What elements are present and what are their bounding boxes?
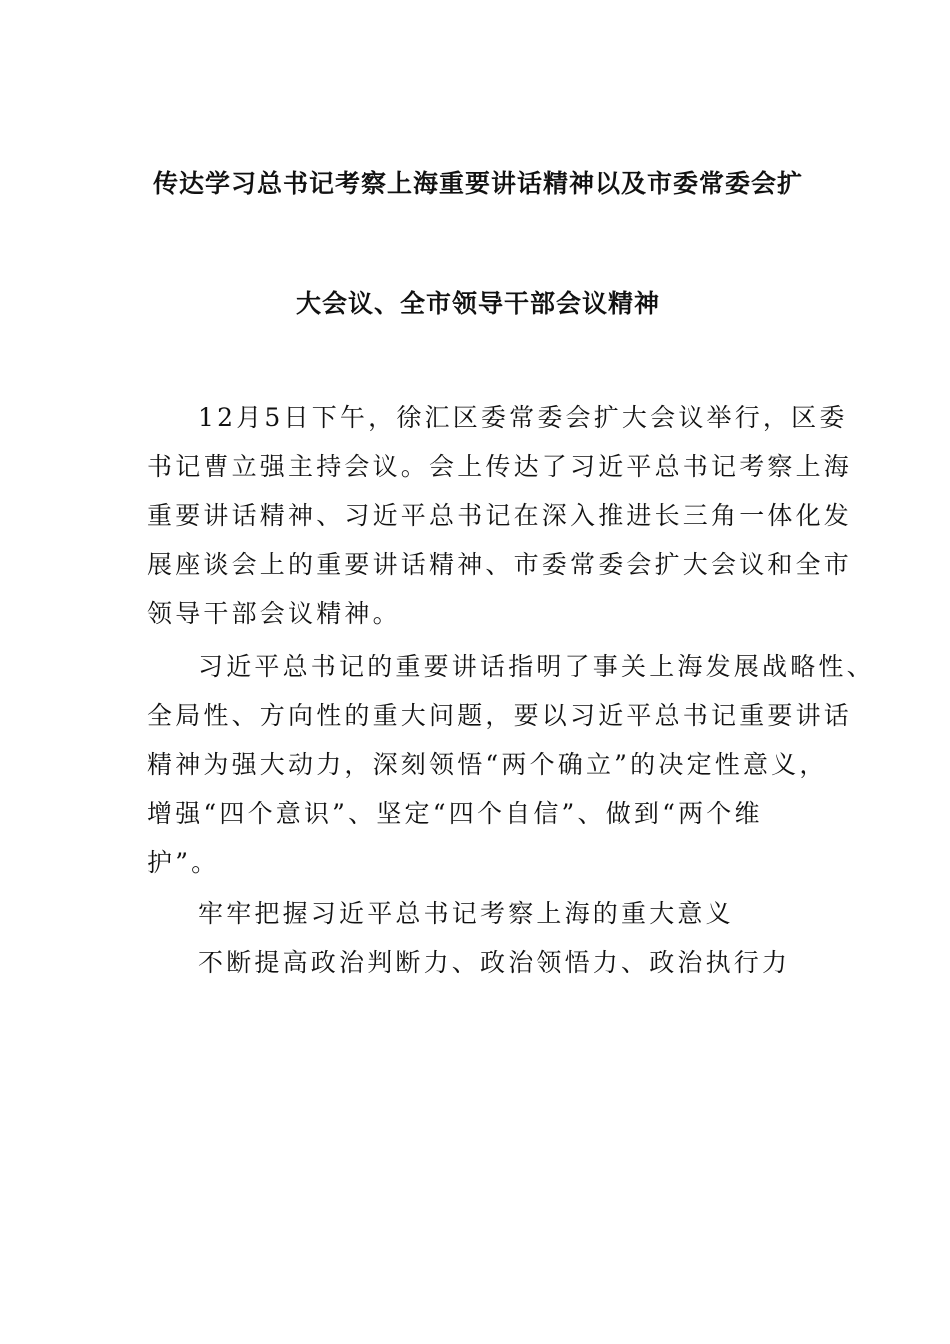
paragraph-1-line-1: 12月5日下午，徐汇区委常委会扩大会议举行，区委: [198, 403, 848, 432]
paragraph-2-line-4: 增强“四个意识”、坚定“四个自信”、做到“两个维: [147, 799, 763, 828]
paragraph-3-line-1: 牢牢把握习近平总书记考察上海的重大意义: [198, 899, 734, 928]
paragraph-4-line-1: 不断提高政治判断力、政治领悟力、政治执行力: [198, 948, 791, 977]
paragraph-2-line-3: 精神为强大动力，深刻领悟“两个确立”的决定性意义，: [147, 750, 828, 779]
paragraph-1-line-3: 重要讲话精神、习近平总书记在深入推进长三角一体化发: [147, 501, 853, 530]
document-title-line-2: 大会议、全市领导干部会议精神: [295, 289, 660, 318]
paragraph-2-line-5: 护”。: [147, 848, 220, 877]
paragraph-2-line-2: 全局性、方向性的重大问题，要以习近平总书记重要讲话: [147, 701, 853, 730]
paragraph-1-line-2: 书记曹立强主持会议。会上传达了习近平总书记考察上海: [147, 452, 853, 481]
paragraph-1-line-5: 领导干部会议精神。: [147, 599, 401, 628]
paragraph-2-line-1: 习近平总书记的重要讲话指明了事关上海发展战略性、: [198, 652, 875, 681]
paragraph-1-line-4: 展座谈会上的重要讲话精神、市委常委会扩大会议和全市: [147, 550, 853, 579]
document-title-line-1: 传达学习总书记考察上海重要讲话精神以及市委常委会扩: [152, 169, 803, 198]
